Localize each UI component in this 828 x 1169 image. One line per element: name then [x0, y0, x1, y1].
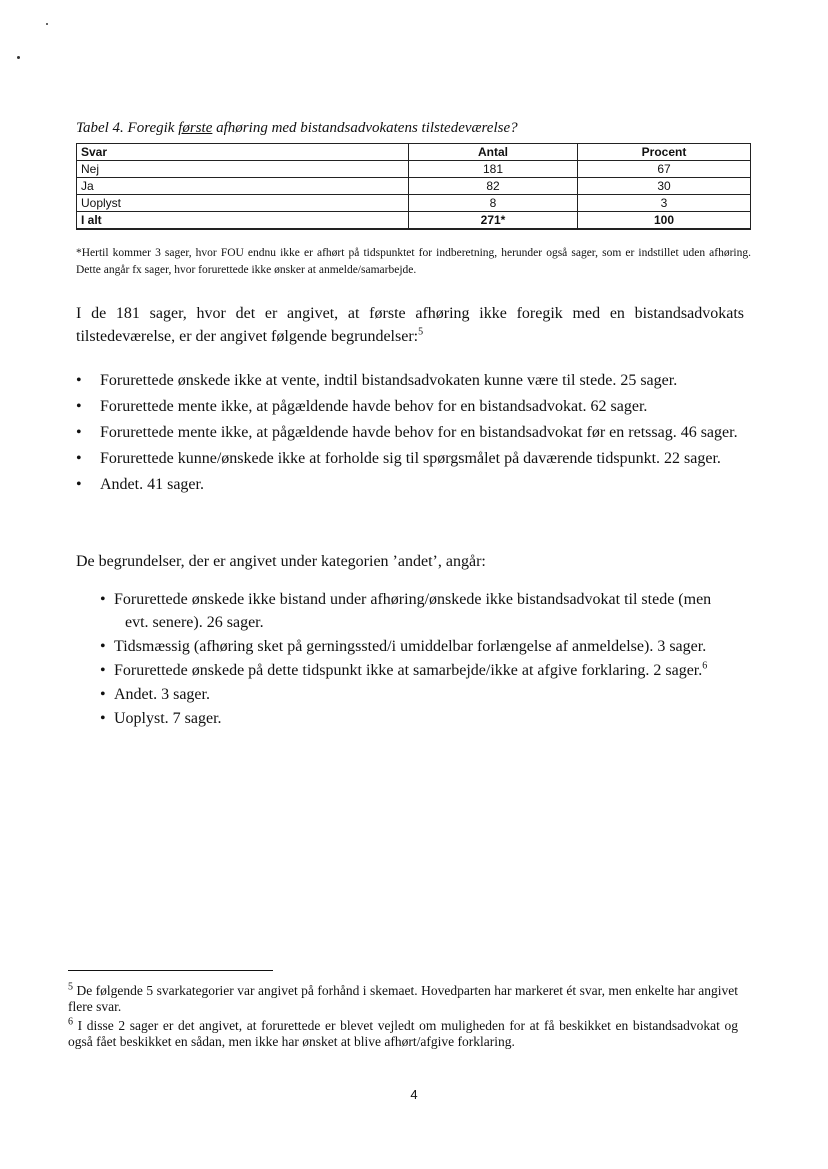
- cell-total-procent: 100: [578, 212, 751, 230]
- cell-total-antal: 271*: [409, 212, 578, 230]
- list-item: • Forurettede ønskede ikke bistand under afhøring/ønskede ikke bistandsadvokat til stede (men evt. senere). 26 sager.: [100, 591, 712, 631]
- reasons-list: [76, 369, 744, 499]
- scan-speck: [17, 56, 20, 59]
- cell-procent: 3: [578, 195, 751, 212]
- list-item: • Forurettede mente ikke, at pågældende havde behov for en bistandsadvokat før en retssag. 46 sager.: [76, 424, 738, 441]
- header-procent: Procent: [578, 144, 751, 161]
- list-item: • Forurettede ønskede ikke at vente, indtil bistandsadvokaten kunne være til stede. 25 sager.: [76, 372, 678, 389]
- other-intro-paragraph: De begrundelser, der er angivet under kategorien ’andet’, angår:: [76, 553, 486, 570]
- footnote-5: $^5$ De følgende 5 svarkategorier var angivet på forhånd i skemaet. Hovedparten har markeret ét svar, men enkelte har angivet flere svar.: [68, 981, 738, 1014]
- page-number: 4: [410, 1087, 418, 1102]
- cell-total-label: I alt: [77, 212, 409, 230]
- table-row: [77, 195, 751, 212]
- intro-paragraph: I de 181 sager, hvor det er angivet, at første afhøring ikke foregik med en bistandsadvokats tilstedeværelse, er der angivet følgende begrundelser:$^5$: [76, 305, 744, 345]
- header-antal: Antal: [409, 144, 578, 161]
- list-item: • Tidsmæssig (afhøring sket på gerningssted/i umiddelbar forlængelse af anmeldelse). 3 sager.: [100, 638, 707, 655]
- caption-underlined-word: første: [178, 120, 213, 136]
- list-item: • Uoplyst. 7 sager.: [100, 710, 222, 727]
- cell-antal: 8: [409, 195, 578, 212]
- table-row: [77, 161, 751, 178]
- table-caption: Tabel 4. Foregik første afhøring med bistandsadvokatens tilstedeværelse?: [76, 120, 518, 136]
- footnote-separator: [68, 970, 273, 971]
- cell-procent: 30: [578, 178, 751, 195]
- cell-antal: 82: [409, 178, 578, 195]
- footnote-ref: 5: [418, 326, 424, 338]
- table-total-row: [77, 212, 751, 230]
- table-header-row: [77, 144, 751, 161]
- results-table: [76, 143, 751, 230]
- footnote-ref: 6: [702, 660, 708, 672]
- list-item: • Forurettede ønskede på dette tidspunkt ikke at samarbejde/ikke at afgive forklaring. 2 sager.$^6$: [100, 660, 708, 679]
- other-reasons-list: [100, 588, 744, 731]
- header-svar: Svar: [77, 144, 409, 161]
- cell-svar: Uoplyst: [77, 195, 409, 212]
- cell-svar: Nej: [77, 161, 409, 178]
- table-note: *Hertil kommer 3 sager, hvor FOU endnu ikke er afhørt på tidspunktet for indberetning, herunder også sager, som er indstillet uden afhøring. Dette angår fx sager, hvor forurettede ikke ønsker at anmelde/samarbejde.: [76, 247, 751, 276]
- list-item: • Andet. 41 sager.: [76, 476, 204, 493]
- table-row: [77, 178, 751, 195]
- footnote-6: $^6$ I disse 2 sager er det angivet, at forurettede er blevet vejledt om muligheden for at få beskikket en bistandsadvokat og også fået beskikket en sådan, men ikke har ønsket at blive afhørt/afgive forklaring.: [68, 1016, 738, 1049]
- cell-svar: Ja: [77, 178, 409, 195]
- scan-speck: [46, 23, 48, 25]
- cell-antal: 181: [409, 161, 578, 178]
- list-item: • Andet. 3 sager.: [100, 686, 210, 703]
- list-item: • Forurettede mente ikke, at pågældende havde behov for en bistandsadvokat. 62 sager.: [76, 398, 648, 415]
- cell-procent: 67: [578, 161, 751, 178]
- list-item: • Forurettede kunne/ønskede ikke at forholde sig til spørgsmålet på daværende tidspunkt. 22 sager.: [76, 450, 721, 467]
